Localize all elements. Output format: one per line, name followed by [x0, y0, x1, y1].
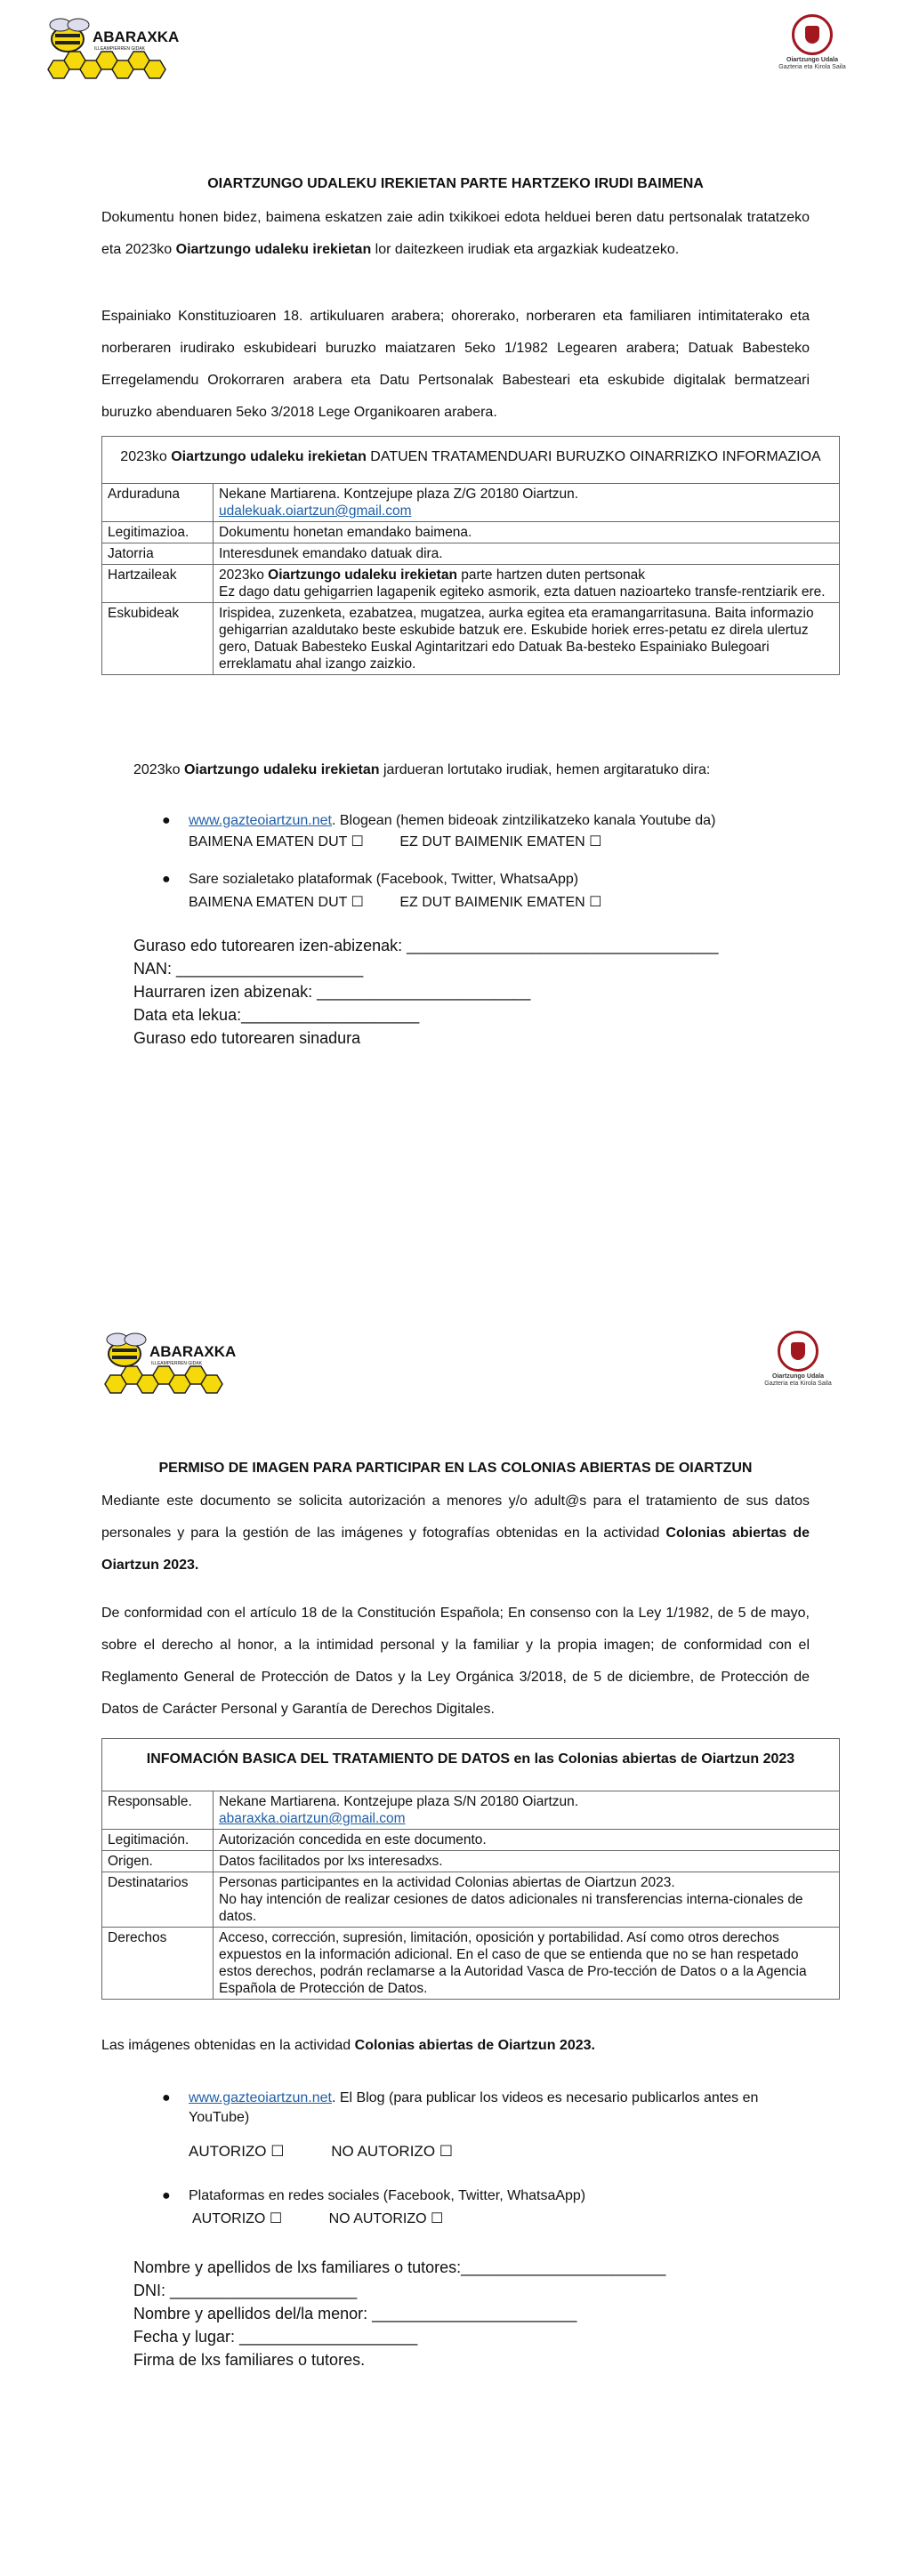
gazteoiartzun-link[interactable]: www.gazteoiartzun.net — [189, 2090, 332, 2105]
table-row: Responsable. Nekane Martiarena. Kontzejupe plaza S/N 20180 Oiartzun. abaraxka.oiartzun@gmail.com — [102, 1791, 840, 1830]
child-name-field[interactable]: Haurraren izen abizenak: ________________________ — [133, 983, 531, 1001]
page1-blog-consent — [189, 833, 829, 852]
consent-no-checkbox[interactable]: EZ DUT BAIMENIK EMATEN ☐ — [399, 834, 602, 849]
consent-yes-checkbox[interactable]: AUTORIZO ☐ — [192, 2211, 283, 2226]
table-row: Origen. Datos facilitados por lxs interesadxs. — [102, 1851, 840, 1872]
page2-blog-consent — [189, 2142, 811, 2161]
page2-option-social: ● Plataformas en redes sociales (Facebook, Twitter, WhatsaApp) — [162, 2188, 586, 2203]
municipal-seal-icon — [778, 1331, 818, 1372]
page2-signature-block — [133, 2256, 845, 2371]
page1-intro: Dokumentu honen bidez, baimena eskatzen zaie adin txikikoei edota helduei beren datu pertsonalak tratatzeko eta 2023ko Oiartzungo udaleku irekietan lor daitezkeen irudiak eta argazkiak kudeatzeko. — [101, 210, 810, 257]
nan-field[interactable]: NAN: _____________________ — [133, 960, 364, 978]
guardian-name-field[interactable]: Guraso edo tutorearen izen-abizenak: ___________________________________ — [133, 937, 719, 954]
udala-name: Oiartzungo Udala — [772, 1373, 824, 1380]
consent-no-checkbox[interactable]: NO AUTORIZO ☐ — [328, 2211, 444, 2226]
oiartzun-udala-logo — [749, 1331, 847, 1388]
page2-publish-note: Las imágenes obtenidas en la actividad Colonias abiertas de Oiartzun 2023. — [101, 2038, 595, 2053]
abaraxka-logo — [91, 1327, 242, 1400]
page2-legal: De conformidad con el artículo 18 de la Constitución Española; En consenso con la Ley 1/1982, de 5 de mayo, sobre el derecho al honor, a la intimidad personal y la familiar y la propia imagen; de conformidad con el Reglamento General de Protección de Datos y la Ley Orgánica 3/2018, de 5 de diciembre, de Protección de Datos de Carácter Personal y Garantía de Derechos Digitales. — [101, 1606, 810, 1717]
page1-legal: Espainiako Konstituzioaren 18. artikuluaren arabera; ohorerako, norberaren eta familiaren intimitaterako eta norberaren irudirako eskubideari buruzko maiatzaren 5eko 1/1982 Legearen arabera; Datuak Babesteko Erregelamendu Orokorraren arabera eta Datu Pertsonalak Babesteari eta eskubide digitalak bermatzeari buruzko abenduaren 5eko 3/2018 Lege Organikoaren arabera. — [101, 309, 810, 420]
dni-field[interactable]: DNI: _____________________ — [133, 2282, 358, 2299]
table-row: Arduraduna Nekane Martiarena. Kontzejupe plaza Z/G 20180 Oiartzun. udalekuak.oiartzun@gmail.com — [102, 484, 840, 522]
email-link[interactable]: abaraxka.oiartzun@gmail.com — [219, 1811, 406, 1826]
page1-title: OIARTZUNGO UDALEKU IREKIETAN PARTE HARTZEKO IRUDI BAIMENA — [207, 176, 704, 191]
page2-social-consent — [192, 2210, 815, 2229]
page2-option-blog: ● www.gazteoiartzun.net. El Blog (para publicar los videos es necesario publicarlos antes en YouTube) — [162, 2090, 759, 2125]
udala-department: Gazteria eta Kirola Saila — [764, 1381, 832, 1387]
udala-name: Oiartzungo Udala — [786, 57, 838, 63]
abaraxka-subtitle: ILLEAMPIERREN GIDAK — [94, 46, 145, 52]
signature-label: Firma de lxs familiares o tutores. — [133, 2351, 366, 2369]
page2-data-table — [101, 1738, 840, 2000]
page2-table-heading: INFOMACIÓN BASICA DEL TRATAMIENTO DE DATOS en las Colonias abiertas de Oiartzun 2023 — [102, 1739, 840, 1791]
udala-department: Gazteria eta Kirola Saila — [778, 64, 846, 70]
page2-intro: Mediante este documento se solicita autorización a menores y/o adult@s para el tratamiento de sus datos personales y para la gestión de las imágenes y fotografías obtenidas en la actividad Colonias abiertas de Oiartzun 2023. — [101, 1493, 810, 1573]
child-name-field[interactable]: Nombre y apellidos del/la menor: _______________________ — [133, 2305, 577, 2322]
consent-yes-checkbox[interactable]: BAIMENA EMATEN DUT ☐ — [189, 834, 364, 849]
page2-title: PERMISO DE IMAGEN PARA PARTICIPAR EN LAS COLONIAS ABIERTAS DE OIARTZUN — [158, 1461, 753, 1476]
email-link[interactable]: udalekuak.oiartzun@gmail.com — [219, 503, 412, 519]
abaraxka-logo — [34, 12, 185, 85]
municipal-seal-icon — [792, 14, 833, 55]
page1-option-social: ● Sare sozialetako plataformak (Facebook, Twitter, WhatsaApp) — [162, 872, 579, 887]
abaraxka-wordmark: ABARAXKA — [93, 28, 180, 45]
page1-data-table — [101, 436, 840, 675]
table-row: Legitimación. Autorización concedida en este documento. — [102, 1830, 840, 1851]
page1-table-heading: 2023ko Oiartzungo udaleku irekietan DATUEN TRATAMENDUARI BURUZKO OINARRIZKO INFORMAZIOA — [102, 437, 840, 484]
consent-yes-checkbox[interactable]: BAIMENA EMATEN DUT ☐ — [189, 895, 364, 910]
guardian-name-field[interactable]: Nombre y apellidos de lxs familiares o tutores:_______________________ — [133, 2258, 666, 2276]
table-row: Derechos Acceso, corrección, supresión, limitación, oposición y portabilidad. Así como otros derechos expuestos en la información adicional. En el caso de que se entienda que no se han respetado estos derechos, podrán reclamarse a la Autoridad Vasca de Pro-tección de Datos o a la Agencia Española de Protección de Datos. — [102, 1928, 840, 2000]
page1-option-blog: ● www.gazteoiartzun.net. Blogean (hemen bideoak zintzilikatzeko kanala Youtube da) — [162, 813, 716, 828]
abaraxka-subtitle: ILLEAMPIERREN GIDAK — [151, 1361, 202, 1366]
page1-signature-block — [133, 934, 845, 1050]
consent-yes-checkbox[interactable]: AUTORIZO ☐ — [189, 2143, 285, 2160]
table-row: Legitimazioa. Dokumentu honetan emandako baimena. — [102, 522, 840, 543]
table-row: Destinatarios Personas participantes en la actividad Colonias abiertas de Oiartzun 2023. No hay intención de realizar cesiones de datos adicionales ni transferencias interna-cionales de datos. — [102, 1872, 840, 1928]
page1-social-consent — [189, 893, 829, 913]
oiartzun-udala-logo — [763, 14, 861, 71]
date-place-field[interactable]: Data eta lekua:____________________ — [133, 1006, 420, 1024]
signature-label: Guraso edo tutorearen sinadura — [133, 1029, 361, 1047]
page1-publish-note: 2023ko Oiartzungo udaleku irekietan jardueran lortutako irudiak, hemen argitaratuko dira: — [133, 762, 711, 777]
gazteoiartzun-link[interactable]: www.gazteoiartzun.net — [189, 813, 332, 828]
table-row: Eskubideak Irispidea, zuzenketa, ezabatzea, mugatzea, aurka egitea eta eramangarritasuna. Baita informazio gehigarrian azaldutako beste eskubide batzuk ere. Eskubide horiek erres-petatu ez direla ulertuz gero, Datuak Babesteko Euskal Agintaritzari edo Datuak Ba-besteko Espainiako Bulegoari erreklamatu ahal izango zaizkio. — [102, 603, 840, 675]
abaraxka-wordmark: ABARAXKA — [149, 1343, 237, 1360]
consent-no-checkbox[interactable]: EZ DUT BAIMENIK EMATEN ☐ — [399, 895, 602, 910]
table-row: Jatorria Interesdunek emandako datuak dira. — [102, 543, 840, 565]
table-row: Hartzaileak 2023ko Oiartzungo udaleku irekietan parte hartzen duten pertsonak Ez dago datu gehigarrien lagapenik egiteko asmorik, ezta datuen nazioarteko transfe-rentziarik ere. — [102, 565, 840, 603]
consent-no-checkbox[interactable]: NO AUTORIZO ☐ — [331, 2143, 454, 2160]
date-place-field[interactable]: Fecha y lugar: ____________________ — [133, 2328, 418, 2346]
